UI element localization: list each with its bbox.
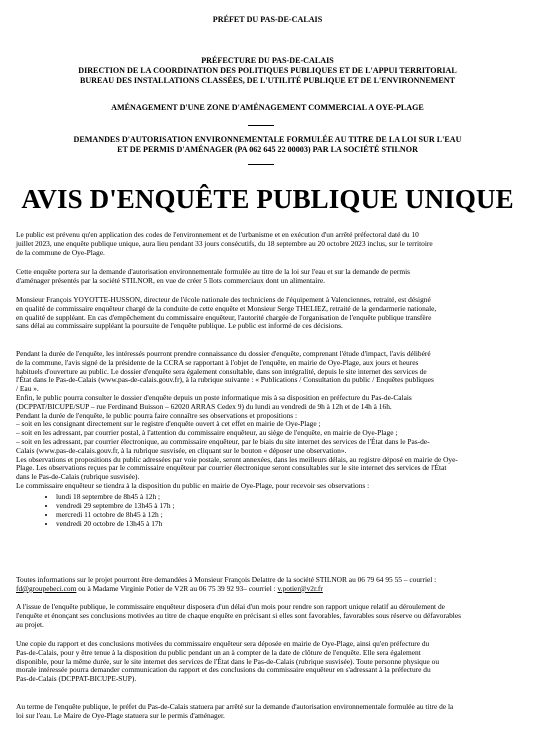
text-line: juillet 2023, une enquête publique unique, aura lieu pendant 33 jours consécutifs, du 18 septembre au 20 octobre 2023 inclus, sur le territoire xyxy=(16,238,433,248)
text-line: Pendant la durée de l'enquête, les intéressés pourront prendre connaissance du dossier d'enquête, comprenant l'étude d'impact, l'avis délibéré xyxy=(16,349,431,358)
text-line: sans délai au commissaire suppléant la poursuite de l'enquête publique. Le public est informé de ces décisions. xyxy=(16,321,343,331)
divider xyxy=(248,164,274,165)
prefecture-heading: PRÉFECTURE DU PAS-DE-CALAIS xyxy=(201,56,334,65)
text-line: Plage. Les observations reçues par le commissaire enquêteur par courrier électronique seront consultables sur le site internet des services de l'État xyxy=(16,463,447,473)
list-item: • vendredi 20 octobre de 13h45 à 17h xyxy=(56,520,256,529)
text-line: dans le Pas-de-Calais (rubrique susvisée). xyxy=(16,472,140,482)
list-item: • lundi 18 septembre de 8h45 à 12h ; xyxy=(56,493,256,502)
paragraph-contacts xyxy=(16,576,522,594)
text-line: l'enquête et énonçant ses conclusions motivées au titre de chaque enquête en précisant si elles sont favorables, favorables sous réserve ou défavorables xyxy=(16,610,462,620)
text-line: Une copie du rapport et des conclusions motivées du commissaire enquêteur sera déposée en mairie de Oye-Plage, ainsi qu'en préfecture du xyxy=(16,639,430,648)
text-line: Pendant la durée de l'enquête, le public pourra faire connaître ses observations et propositions : xyxy=(16,410,298,420)
demandes-heading-line2: ET DE PERMIS D'AMÉNAGER (PA 062 645 22 00003) PAR LA SOCIÉTÉ STILNOR xyxy=(117,145,418,154)
text-line: Monsieur François YOYOTTE-HUSSON, directeur de l'école nationale des techniciens de l'équipement à Valenciennes, retraité, est désigné xyxy=(16,295,431,304)
text-line: habituels d'ouverture au public. Le dossier d'enquête sera également consultable, dans son intégralité, depuis le site internet des services de xyxy=(16,366,427,376)
text-line: Le public est prévenu qu'en application des codes de l'environnement et de l'urbanisme et en exécution d'un arrêté préfectoral daté du 10 xyxy=(16,230,419,239)
paragraph-consultation xyxy=(16,350,522,491)
text-line: de la commune, l'avis signé de la présidente de la CCRA se rapportant à l'objet de l'enquête, en mairie de Oye-Plage, aux jours et heures xyxy=(16,357,419,367)
text-line: Cette enquête portera sur la demande d'autorisation environnementale formulée au titre de la loi sur l'eau et sur la demande de permis xyxy=(16,267,411,276)
amenagement-heading: AMÉNAGEMENT D'UNE ZONE D'AMÉNAGEMENT COMMERCIAL A OYE-PLAGE xyxy=(111,103,424,112)
text-line: en qualité de suppléant. En cas d'empêchement du commissaire enquêteur, l'autorité chargée de l'organisation de l'enquête publique transfère xyxy=(16,312,432,322)
text-line: – soit en les consignant directement sur le registre d'enquête ouvert à cet effet en mairie de Oye-Plage ; xyxy=(16,419,321,429)
list-item: • vendredi 29 septembre de 13h45 à 17h ; xyxy=(56,502,256,511)
text-line: A l'issue de l'enquête publique, le commissaire enquêteur disposera d'un délai d'un mois pour rendre son rapport unique relatif au déroulement de xyxy=(16,602,445,611)
paragraph-copy-report xyxy=(16,640,522,684)
contact-text: ou à Madame Virginie Potier de V2R au 06 75 39 92 93– courriel : xyxy=(76,583,278,593)
email-link-v2r[interactable]: v.potier@v2r.fr xyxy=(277,583,323,593)
text-line xyxy=(16,585,522,594)
text-line: Les observations et propositions du public adressées par voie postale, seront annexées, dans les meilleurs délais, au registre déposé en mairie de Oye- xyxy=(16,454,458,464)
divider xyxy=(248,125,274,126)
text-line: Calais (www.pas-de-calais.gouv.fr, à la rubrique susvisée, en cliquant sur le bouton « déposer une observation». xyxy=(16,445,347,455)
text-line: (DCPPAT/BICUPE/SUP – rue Ferdinand Buisson – 62020 ARRAS Cedex 9) du lundi au vendredi de 9h à 12h et de 14h à 16h. xyxy=(16,401,392,411)
text-line: Toutes informations sur le projet pourront être demandées à Monsieur François Delattre de la société STILNOR au 06 79 64 95 55 – courriel : xyxy=(16,575,437,584)
notice-title: AVIS D'ENQUÊTE PUBLIQUE UNIQUE xyxy=(21,184,514,214)
demandes-heading-line1: DEMANDES D'AUTORISATION ENVIRONNEMENTALE FORMULÉE AU TITRE DE LA LOI SUR L'EAU xyxy=(73,135,462,144)
text-line: Enfin, le public pourra consulter le dossier d'enquête depuis un poste informatique mis à sa disposition en préfecture du Pas-de-Calais xyxy=(16,392,412,402)
paragraph-commissioner xyxy=(16,296,522,331)
email-link-stilnor[interactable]: fd@groupebeci.com xyxy=(16,583,77,593)
text-line: Au terme de l'enquête publique, le préfet du Pas-de-Calais statuera par arrêté sur la demande d'autorisation environnementale formulée au titre de la xyxy=(16,702,454,711)
text-line: Pas-de-Calais (DCPPAT-BICUPE-SUP). xyxy=(16,674,137,684)
text-line: d'aménager présentés par la société STILNOR, en vue de créer 5 îlots commerciaux dont un alimentaire. xyxy=(16,275,325,285)
list-item: • mercredi 11 octobre de 8h45 à 12h ; xyxy=(56,511,256,520)
text-line: Pas-de-Calais, pour y être tenue à la disposition du public pendant un an à compter de la date de clôture de l'enquête. Elle sera également xyxy=(16,647,421,657)
text-line: disponible, pour la même durée, sur le site internet des services de l'État dans le Pas-de-Calais (rubrique susvisée). Toute personne physique ou xyxy=(16,656,440,666)
text-line: – soit en les adressant, par courrier électronique, au commissaire enquêteur, par le biais du site internet des services de l'État dans le Pas-de- xyxy=(16,436,430,446)
text-line: morale intéressée pourra demander communication du rapport et des conclusions du commissaire enquêteur en s'adressant à la préfecture du xyxy=(16,665,431,675)
text-line: l'État dans le Pas-de-Calais (www.pas-de-calais.gouv.fr), à la rubrique suivante : « Publications / Consultation du public / Enquêtes publiques xyxy=(16,375,434,385)
paragraph-conclusion xyxy=(16,703,522,721)
text-line: / Eau ». xyxy=(16,384,39,394)
prefet-heading: PRÉFET DU PAS-DE-CALAIS xyxy=(212,15,323,24)
text-line: en qualité de commissaire enquêteur chargé de la conduite de cette enquête et Monsieur Serge THELIEZ, retraité de la gendarmerie nationale, xyxy=(16,303,437,313)
bureau-heading: BUREAU DES INSTALLATIONS CLASSÉES, DE L'UTILITÉ PUBLIQUE ET DE L'ENVIRONNEMENT xyxy=(79,76,456,85)
text-line: de la commune de Oye-Plage. xyxy=(16,247,105,257)
text-line: Le commissaire enquêteur se tiendra à la disposition du public en mairie de Oye-Plage, pour recevoir ses observations : xyxy=(16,480,370,490)
paragraph-subject xyxy=(16,268,522,286)
direction-heading: DIRECTION DE LA COORDINATION DES POLITIQUES PUBLIQUES ET DE L'APPUI TERRITORIAL xyxy=(78,66,457,75)
permanence-schedule-list xyxy=(42,493,256,529)
paragraph-report xyxy=(16,603,522,629)
paragraph-intro xyxy=(16,231,522,257)
text-line: au projet. xyxy=(16,619,44,629)
text-line: loi sur l'eau. Le Maire de Oye-Plage statuera sur le permis d'aménager. xyxy=(16,710,225,720)
text-line: – soit en les adressant, par courrier postal, à l'attention du commissaire enquêteur, au siège de l'enquête, en mairie de Oye-Plage ; xyxy=(16,428,398,438)
